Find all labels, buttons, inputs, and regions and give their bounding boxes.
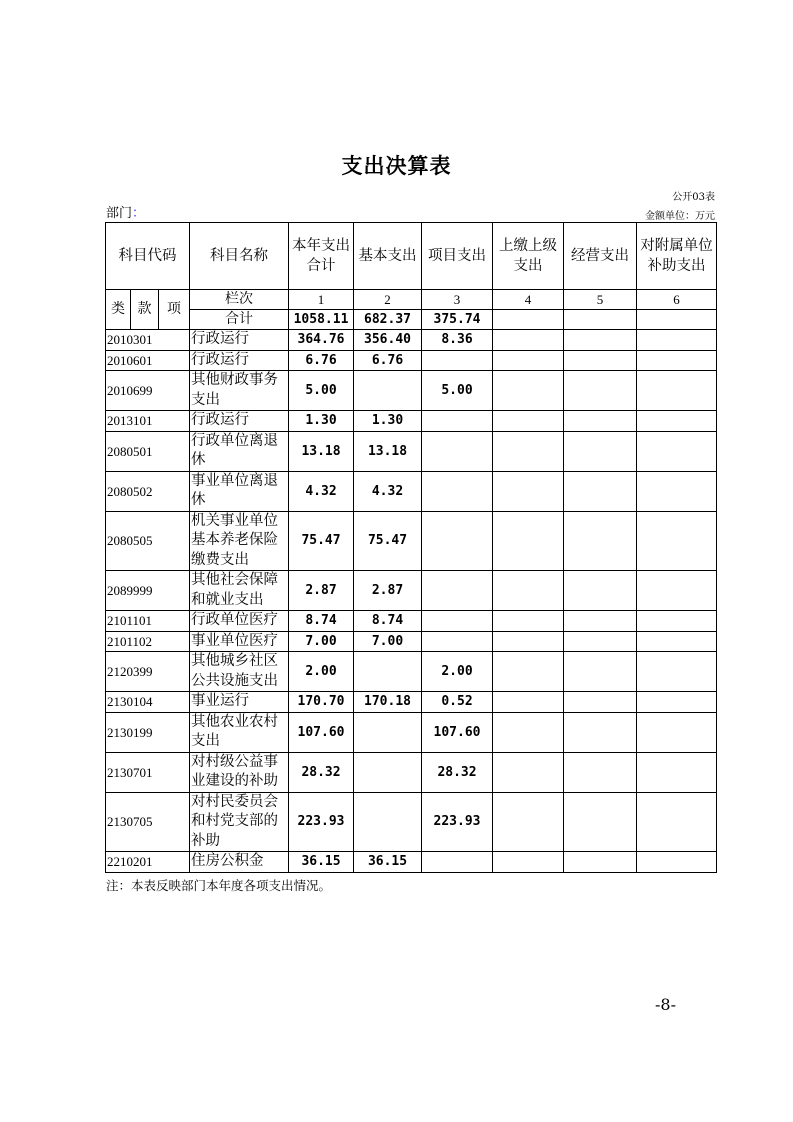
- row-name: 其他城乡社区公共设施支出: [190, 652, 289, 692]
- column-number: 4: [493, 290, 564, 310]
- row-subsidiary: [637, 371, 717, 411]
- total-upper: [493, 310, 564, 330]
- row-basic: 170.18: [354, 692, 422, 713]
- row-upper: [493, 752, 564, 792]
- row-code: 2130705: [106, 792, 190, 852]
- row-business: [564, 852, 637, 873]
- row-upper: [493, 611, 564, 632]
- row-total: 6.76: [289, 350, 354, 371]
- row-project: 2.00: [422, 652, 493, 692]
- row-total: 1.30: [289, 411, 354, 432]
- table-row: [106, 652, 717, 692]
- row-name: 对村民委员会和村党支部的补助: [190, 792, 289, 852]
- row-project: [422, 411, 493, 432]
- row-total: 36.15: [289, 852, 354, 873]
- header-name: 科目名称: [190, 223, 289, 290]
- row-code: 2210201: [106, 852, 190, 873]
- column-number: 2: [354, 290, 422, 310]
- row-business: [564, 611, 637, 632]
- column-number: 6: [637, 290, 717, 310]
- row-project: [422, 571, 493, 611]
- row-basic: [354, 792, 422, 852]
- row-subsidiary: [637, 692, 717, 713]
- row-business: [564, 350, 637, 371]
- row-code: 2010699: [106, 371, 190, 411]
- row-basic: 6.76: [354, 350, 422, 371]
- row-project: [422, 511, 493, 571]
- row-upper: [493, 571, 564, 611]
- row-business: [564, 371, 637, 411]
- column-number: 5: [564, 290, 637, 310]
- table-row: [106, 350, 717, 371]
- table-row: [106, 471, 717, 511]
- row-total: 75.47: [289, 511, 354, 571]
- row-upper: [493, 852, 564, 873]
- table-row: [106, 611, 717, 632]
- amount-unit: 金额单位：万元: [645, 211, 715, 222]
- row-basic: 13.18: [354, 431, 422, 471]
- row-subsidiary: [637, 431, 717, 471]
- row-business: [564, 692, 637, 713]
- row-project: 223.93: [422, 792, 493, 852]
- row-subsidiary: [637, 411, 717, 432]
- row-business: [564, 431, 637, 471]
- row-basic: 4.32: [354, 471, 422, 511]
- row-code: 2130104: [106, 692, 190, 713]
- row-subsidiary: [637, 571, 717, 611]
- row-code: 2130199: [106, 712, 190, 752]
- row-upper: [493, 792, 564, 852]
- row-total: 8.74: [289, 611, 354, 632]
- row-total: 223.93: [289, 792, 354, 852]
- row-total: 4.32: [289, 471, 354, 511]
- row-name: 事业单位离退休: [190, 471, 289, 511]
- row-total: 5.00: [289, 371, 354, 411]
- header-business: 经营支出: [564, 223, 637, 290]
- row-subsidiary: [637, 350, 717, 371]
- column-number-row: [106, 290, 717, 310]
- row-name: 对村级公益事业建设的补助: [190, 752, 289, 792]
- expenditure-table: [105, 222, 717, 873]
- table-row: [106, 371, 717, 411]
- row-business: [564, 330, 637, 351]
- row-total: 28.32: [289, 752, 354, 792]
- header-xiang: 项: [159, 290, 190, 330]
- row-name: 住房公积金: [190, 852, 289, 873]
- total-basic: 682.37: [354, 310, 422, 330]
- row-subsidiary: [637, 611, 717, 632]
- header-lei: 类: [106, 290, 131, 330]
- row-project: 28.32: [422, 752, 493, 792]
- row-basic: [354, 371, 422, 411]
- row-basic: [354, 652, 422, 692]
- header-kuan: 款: [131, 290, 159, 330]
- row-project: [422, 631, 493, 652]
- row-code: 2089999: [106, 571, 190, 611]
- total-business: [564, 310, 637, 330]
- row-code: 2013101: [106, 411, 190, 432]
- table-note: 注：本表反映部门本年度各项支出情况。: [106, 878, 332, 893]
- row-upper: [493, 471, 564, 511]
- department-colon: ：: [132, 206, 146, 221]
- row-subsidiary: [637, 631, 717, 652]
- row-code: 2010301: [106, 330, 190, 351]
- row-basic: [354, 752, 422, 792]
- row-project: 8.36: [422, 330, 493, 351]
- row-code: 2101102: [106, 631, 190, 652]
- row-code: 2080502: [106, 471, 190, 511]
- header-code: 科目代码: [106, 223, 190, 290]
- row-subsidiary: [637, 330, 717, 351]
- row-name: 行政运行: [190, 350, 289, 371]
- row-code: 2080505: [106, 511, 190, 571]
- column-number-label: 栏次: [190, 290, 289, 310]
- row-basic: 75.47: [354, 511, 422, 571]
- row-business: [564, 411, 637, 432]
- total-project: 375.74: [422, 310, 493, 330]
- row-project: [422, 611, 493, 632]
- row-code: 2080501: [106, 431, 190, 471]
- table-row: [106, 631, 717, 652]
- row-name: 行政单位离退休: [190, 431, 289, 471]
- page-number: -8-: [655, 995, 676, 1014]
- row-business: [564, 652, 637, 692]
- row-upper: [493, 511, 564, 571]
- table-row: [106, 692, 717, 713]
- row-upper: [493, 411, 564, 432]
- row-code: 2130701: [106, 752, 190, 792]
- row-subsidiary: [637, 511, 717, 571]
- row-project: 107.60: [422, 712, 493, 752]
- row-basic: 7.00: [354, 631, 422, 652]
- row-basic: 2.87: [354, 571, 422, 611]
- form-number: 公开03表: [672, 192, 715, 203]
- row-upper: [493, 371, 564, 411]
- table-row: [106, 792, 717, 852]
- row-name: 机关事业单位基本养老保险缴费支出: [190, 511, 289, 571]
- row-upper: [493, 350, 564, 371]
- row-upper: [493, 652, 564, 692]
- table-row: [106, 712, 717, 752]
- header-subsidiary: 对附属单位补助支出: [637, 223, 717, 290]
- table-row: [106, 431, 717, 471]
- department-label: [106, 202, 145, 221]
- row-project: 0.52: [422, 692, 493, 713]
- row-upper: [493, 330, 564, 351]
- row-upper: [493, 631, 564, 652]
- header-row: [106, 223, 717, 290]
- row-business: [564, 752, 637, 792]
- row-basic: [354, 712, 422, 752]
- table-row: [106, 852, 717, 873]
- row-subsidiary: [637, 792, 717, 852]
- row-total: 2.87: [289, 571, 354, 611]
- row-basic: 36.15: [354, 852, 422, 873]
- row-upper: [493, 712, 564, 752]
- row-name: 事业单位医疗: [190, 631, 289, 652]
- table-row: [106, 330, 717, 351]
- row-business: [564, 471, 637, 511]
- row-business: [564, 712, 637, 752]
- row-basic: 1.30: [354, 411, 422, 432]
- row-name: 行政运行: [190, 330, 289, 351]
- row-upper: [493, 692, 564, 713]
- row-total: 7.00: [289, 631, 354, 652]
- table-row: [106, 571, 717, 611]
- row-basic: 356.40: [354, 330, 422, 351]
- table-row: [106, 411, 717, 432]
- row-project: 5.00: [422, 371, 493, 411]
- total-subsidiary: [637, 310, 717, 330]
- row-total: 170.70: [289, 692, 354, 713]
- table-row: [106, 752, 717, 792]
- department-label-text: 部门: [106, 206, 133, 221]
- row-upper: [493, 431, 564, 471]
- row-subsidiary: [637, 752, 717, 792]
- row-total: 107.60: [289, 712, 354, 752]
- header-basic: 基本支出: [354, 223, 422, 290]
- row-subsidiary: [637, 712, 717, 752]
- row-business: [564, 631, 637, 652]
- header-project: 项目支出: [422, 223, 493, 290]
- row-subsidiary: [637, 852, 717, 873]
- header-total: 本年支出合计: [289, 223, 354, 290]
- total-row: [106, 310, 717, 330]
- row-project: [422, 852, 493, 873]
- row-total: 2.00: [289, 652, 354, 692]
- row-name: 行政单位医疗: [190, 611, 289, 632]
- row-code: 2120399: [106, 652, 190, 692]
- row-project: [422, 350, 493, 371]
- row-project: [422, 431, 493, 471]
- row-name: 其他农业农村支出: [190, 712, 289, 752]
- total-label: 合计: [190, 310, 289, 330]
- row-code: 2101101: [106, 611, 190, 632]
- total-total: 1058.11: [289, 310, 354, 330]
- row-code: 2010601: [106, 350, 190, 371]
- column-number: 1: [289, 290, 354, 310]
- row-total: 364.76: [289, 330, 354, 351]
- row-basic: 8.74: [354, 611, 422, 632]
- row-name: 行政运行: [190, 411, 289, 432]
- row-total: 13.18: [289, 431, 354, 471]
- row-name: 其他财政事务支出: [190, 371, 289, 411]
- row-business: [564, 511, 637, 571]
- column-number: 3: [422, 290, 493, 310]
- page-title: 支出决算表: [341, 153, 452, 178]
- row-business: [564, 792, 637, 852]
- row-project: [422, 471, 493, 511]
- header-upper: 上缴上级支出: [493, 223, 564, 290]
- row-name: 事业运行: [190, 692, 289, 713]
- table-row: [106, 511, 717, 571]
- row-name: 其他社会保障和就业支出: [190, 571, 289, 611]
- row-subsidiary: [637, 471, 717, 511]
- row-subsidiary: [637, 652, 717, 692]
- row-business: [564, 571, 637, 611]
